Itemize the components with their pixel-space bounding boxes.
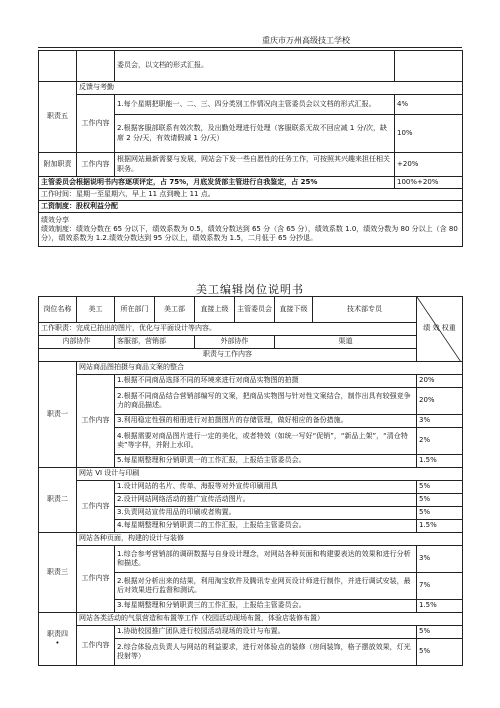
- internal-collab-label: 内部协作: [39, 336, 115, 349]
- duty2-section: 网站 VI 设计与印刷: [77, 468, 463, 481]
- external-collab-label: 外部协作: [195, 336, 275, 349]
- duty5-section: 反馈与考勤: [77, 82, 463, 95]
- extra-duty-label: 附加职责: [39, 153, 77, 177]
- continued-text: 委员会，以文档的形式汇报。: [115, 51, 395, 82]
- extra-content-label: 工作内容: [77, 153, 115, 177]
- duty4-content-label: 工作内容: [77, 626, 115, 666]
- list-item-text: 5.每星期整理和分销职责一的工作汇报，上报给主管委员会。: [115, 455, 417, 468]
- list-item-pct: 7%: [417, 573, 463, 600]
- assessment-pct: 100%+20%: [395, 177, 463, 189]
- list-item-pct: 1.5%: [417, 520, 463, 533]
- list-item-text: 2.设计网站网络活动的推广宣传活动图片。: [115, 494, 417, 507]
- duty5-item-text: 2.根据客服部联系有效次数，及出勤处理进行处理（客服联系无故不回应减 1 分/次，缺席 2 分/天，有效请假减 1 分/天）: [115, 115, 395, 153]
- assessment-line: 主管委员会根据说明书内容逐项评定，占 75%，月底发货部主管进行自我鉴定，占 25%: [39, 177, 395, 189]
- duty-table-part1: [38, 50, 463, 247]
- dept-label: 所在部门: [115, 297, 155, 323]
- list-item-pct: 5%: [417, 494, 463, 507]
- list-item-pct: 5%: [417, 481, 463, 494]
- duty2-label: 职责二: [39, 468, 77, 533]
- dept-value: 美工部: [155, 297, 195, 323]
- duty1-label: 职责一: [39, 362, 77, 468]
- list-item-text: 2.根据不同商品结合营销部编写的文案，把商品实物图与针对性文案结合，制作出具有较强竞争力的商品描述。: [115, 388, 417, 415]
- list-item-text: 1.根据不同商品选择不同的环境来进行对商品实物图的拍摄: [115, 375, 417, 388]
- list-item-text: 1.综合参考营销部的调研数据与自身设计理念，对网站各种页面和构建要表达的效果和进行分析和描述。: [115, 546, 417, 573]
- duty5-content-label: 工作内容: [77, 95, 115, 153]
- external-collab-value: 渠道: [275, 336, 417, 349]
- duty4-label: 职责四: [47, 629, 68, 638]
- doc2-title: 美工编辑岗位说明书: [196, 283, 304, 296]
- superior-value: 主管委员会: [235, 297, 275, 323]
- list-item-pct: 5%: [417, 507, 463, 520]
- list-item-text: 1.设计网站的名片、传单、海报等对外宣传印刷用具: [115, 481, 417, 494]
- duty1-section: 网站商品图拍摄与商品文案的整合: [77, 362, 463, 375]
- list-item-pct: 1.5%: [417, 600, 463, 613]
- duty3-label: 职责三: [39, 533, 77, 613]
- duty4-section: 网站各类活动的气氛营造和布置等工作（校园活动现场布置，体验店装修布置）: [77, 613, 463, 626]
- list-item-pct: 1.5%: [417, 455, 463, 468]
- list-item-text: 2.综合体验点负责人与网站的利益要求，进行对体验点的装修（房间装饰，格子摆放效果，灯光投射等）: [115, 639, 417, 666]
- salary-title: 工资制度：股权利益分配: [39, 201, 463, 213]
- duties-line: 工作职责：完成已拍出的图片，优化与平面设计等内容。: [39, 323, 417, 336]
- job-description-table: [38, 296, 463, 666]
- weight-label: 绩 效 权重: [423, 324, 456, 333]
- list-item-pct: 5%: [417, 639, 463, 666]
- extra-duty-text: 根据网站最新需要与发展，网站会下发一些自愿性的任务工作，可按照其兴趣来担任相关职务。: [115, 153, 395, 177]
- list-item-pct: 20%: [417, 388, 463, 415]
- subordinate-value: 技术部专员: [313, 297, 417, 323]
- duty5-item-pct: 4%: [395, 95, 463, 115]
- list-item-pct: 3%: [417, 546, 463, 573]
- list-item-pct: 2%: [417, 428, 463, 455]
- duty4-bullet: •: [55, 639, 60, 647]
- list-item-pct: 20%: [417, 375, 463, 388]
- list-item-pct: 3%: [417, 415, 463, 428]
- list-item-text: 3.负责网站宣传用品的印刷或者购置。: [115, 507, 417, 520]
- section-header: 职责与工作内容: [39, 349, 417, 362]
- school-header: 重庆市万州高级技工学校: [262, 36, 350, 45]
- internal-collab-value: 客服部，营销部: [115, 336, 195, 349]
- pos-value: 美工: [77, 297, 115, 323]
- subordinate-label: 直接下级: [275, 297, 313, 323]
- extra-duty-pct: +20%: [395, 153, 463, 177]
- duty1-content-label: 工作内容: [77, 375, 115, 468]
- list-item-text: 3.利用稳定性强的相册进行对拍摄图片的存储管理，做好相应的备份措施。: [115, 415, 417, 428]
- perf-title: 绩效分享: [41, 216, 69, 225]
- pos-label: 岗位名称: [39, 297, 77, 323]
- header-rule: [38, 47, 462, 48]
- superior-label: 直接上级: [195, 297, 235, 323]
- list-item-text: 1.协助校园推广团队进行校园活动现场的设计与布置。: [115, 626, 417, 639]
- duty3-content-label: 工作内容: [77, 546, 115, 613]
- duty5-label: 职责五: [39, 82, 77, 153]
- list-item-text: 2.根据对分析出来的结果，利用淘宝软件及腾讯专业网页设计师进行制作，并进行调试安装，最后对效果进行监督和测试。: [115, 573, 417, 600]
- list-item-text: 4.根据需要对商品图片进行一定的美化，或者特效（如统一写好“促销”，“新品上架”，“清仓特卖”等字样，并附上水印。: [115, 428, 417, 455]
- list-item-text: 3.每星期整理和分销职责三的工作汇报，上报给主管委员会。: [115, 600, 417, 613]
- perf-text: 绩效制度：绩效分数在 65 分以下，绩效系数为 0.5，绩效分数达到 65 分（含 65 分），绩效系数 1.0，绩效分数为 80 分以上（含 80 分），绩效系数为 1.2.绩效分数达到 95 分以上，绩效系数为 1.5，二月低于 65 分抄退。: [41, 225, 458, 243]
- list-item-text: 4.每星期整理和分销职责二的工作汇报，上报给主管委员会。: [115, 520, 417, 533]
- duty2-content-label: 工作内容: [77, 481, 115, 533]
- duty5-item-text: 1.每个星期把职能一、二、三、四分类別工作情况向主管委员会以文档的形式汇报。: [115, 95, 395, 115]
- duty5-item-pct: 10%: [395, 115, 463, 153]
- work-time: 工作时间：星期一至星期六，早上 11 点到晚上 11 点。: [39, 189, 463, 201]
- list-item-pct: 5%: [417, 626, 463, 639]
- duty3-section: 网站各种页面，构建的设计与装修: [77, 533, 463, 546]
